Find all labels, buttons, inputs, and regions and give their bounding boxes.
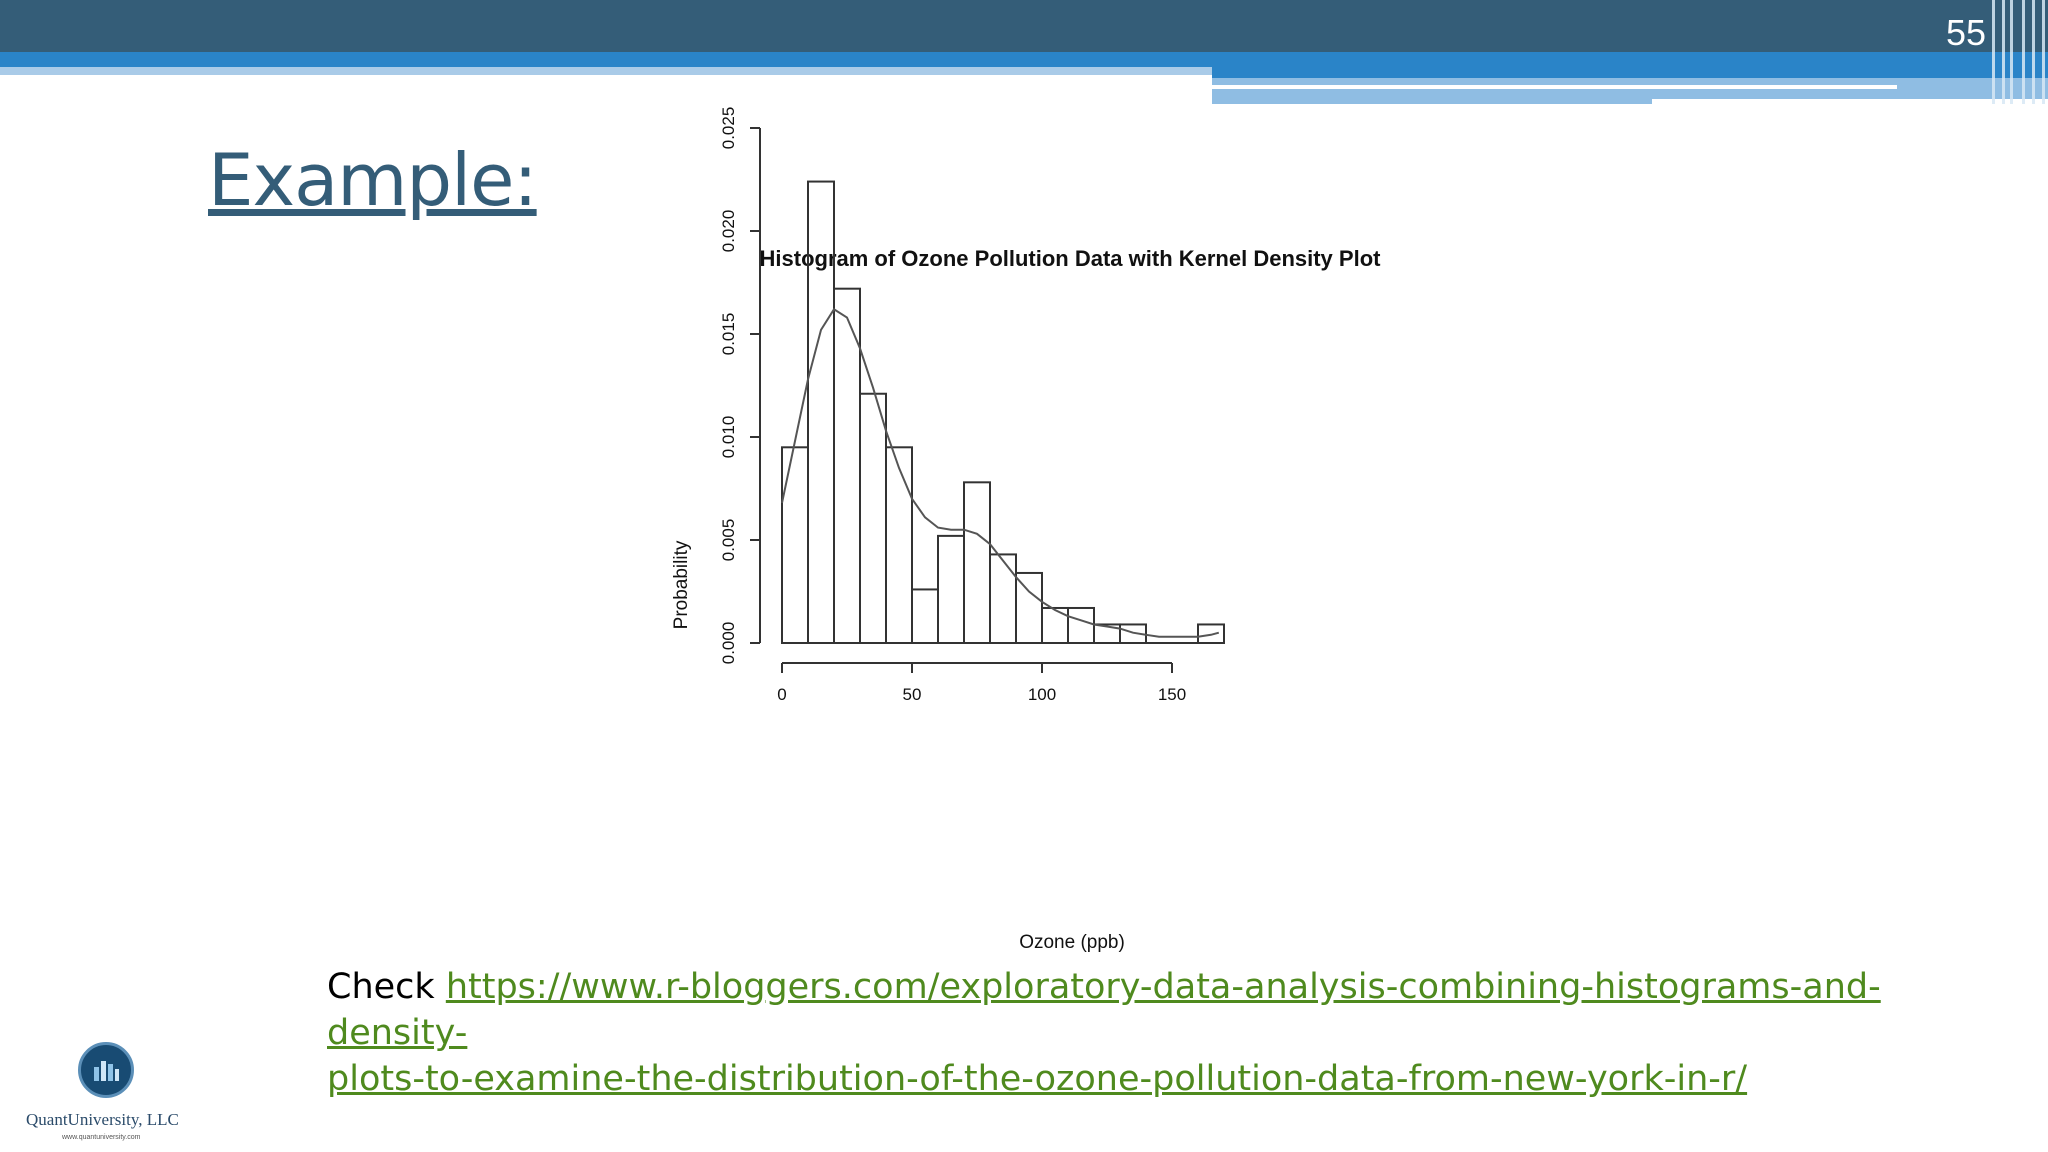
page-number: 55 xyxy=(1945,12,1986,53)
y-tick-label: 0.020 xyxy=(719,209,738,253)
link-line-2: plots-to-examine-the-distribution-of-the-ozone-pollution-data-from-new-york-in-r/ xyxy=(327,1059,1748,1099)
histogram-bar xyxy=(1016,573,1042,643)
x-axis xyxy=(777,663,1186,704)
header-bar xyxy=(0,0,2048,52)
header-stripe xyxy=(1212,85,1897,89)
reference-text xyxy=(327,964,1977,1102)
histogram-bar xyxy=(990,554,1016,643)
x-tick-label: 100 xyxy=(1027,685,1057,704)
y-tick-label: 0.000 xyxy=(719,621,738,665)
check-label: Check xyxy=(327,967,435,1007)
company-logo xyxy=(20,1038,200,1148)
y-tick-label: 0.010 xyxy=(719,415,738,459)
histogram-bar xyxy=(834,289,860,643)
histogram-chart xyxy=(640,106,1460,970)
y-axis-label: Probability xyxy=(671,540,692,630)
x-axis-label: Ozone (ppb) xyxy=(1019,932,1125,953)
y-tick-label: 0.025 xyxy=(719,106,738,150)
y-axis xyxy=(719,107,760,665)
logo-name: QuantUniversity, LLC xyxy=(26,1110,179,1129)
x-tick-label: 150 xyxy=(1157,685,1187,704)
logo-url: www.quantuniversity.com xyxy=(62,1134,141,1141)
histogram-bar xyxy=(964,482,990,643)
histogram-bar xyxy=(912,589,938,643)
header-stripe xyxy=(0,67,1212,75)
histogram-bar xyxy=(886,447,912,643)
histogram-bar xyxy=(1198,624,1224,643)
header-stripe xyxy=(0,52,1212,67)
histogram-bar xyxy=(1068,608,1094,643)
reference-link[interactable] xyxy=(327,967,1881,1099)
histogram-bar xyxy=(938,536,964,643)
logo-emblem-icon xyxy=(78,1042,134,1098)
y-tick-label: 0.015 xyxy=(719,312,738,356)
header-vertical-lines xyxy=(1988,0,2048,104)
link-line-1: https://www.r-bloggers.com/exploratory-data-analysis-combining-histograms-and-density- xyxy=(327,967,1881,1053)
x-tick-label: 50 xyxy=(902,685,922,704)
header-stripe xyxy=(1212,52,2048,78)
histogram-bar xyxy=(782,447,808,643)
histogram-bar xyxy=(860,394,886,643)
slide-title: Example: xyxy=(208,138,537,222)
y-tick-label: 0.005 xyxy=(719,518,738,562)
chart-title: Histogram of Ozone Pollution Data with Kernel Density Plot xyxy=(759,246,1381,271)
density-curve xyxy=(782,309,1219,637)
x-tick-label: 0 xyxy=(777,685,787,704)
